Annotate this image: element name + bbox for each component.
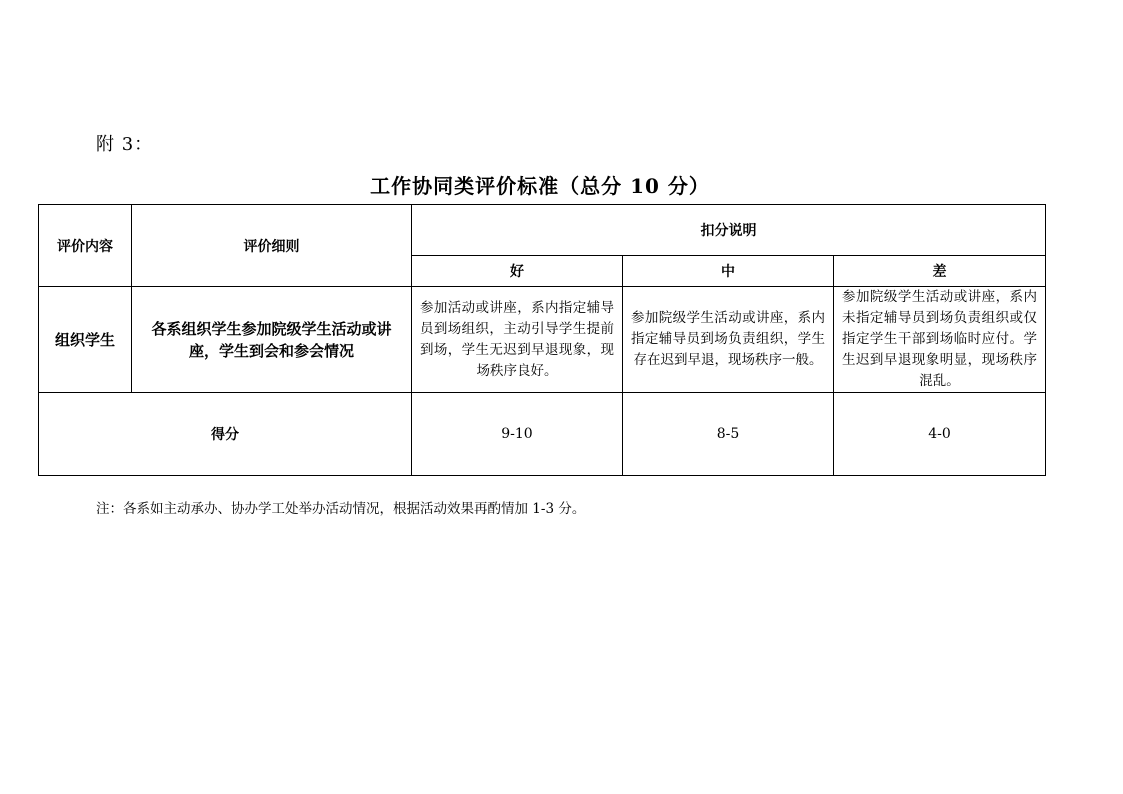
evaluation-table xyxy=(38,204,1046,476)
annex-label: 附 3： xyxy=(96,134,154,155)
header-content: 评价内容 xyxy=(39,205,132,287)
header-medium: 中 xyxy=(623,256,834,287)
row-poor-desc: 参加院级学生活动或讲座，系内未指定辅导员到场负责组织或仅指定学生干部到场临时应付。学生迟到早退现象明显，现场秩序混乱。 xyxy=(834,287,1046,393)
footnote: 注：各系如主动承办、协办学工处举办活动情况，根据活动效果再酌情加 1-3 分。 xyxy=(96,501,586,517)
row-medium-desc: 参加院级学生活动或讲座，系内指定辅导员到场负责组织，学生存在迟到早退，现场秩序一般。 xyxy=(623,287,834,393)
score-label: 得分 xyxy=(39,393,412,476)
header-detail: 评价细则 xyxy=(132,205,412,287)
row-content: 组织学生 xyxy=(39,287,132,393)
row-good-desc: 参加活动或讲座，系内指定辅导员到场组织，主动引导学生提前到场，学生无迟到早退现象，现场秩序良好。 xyxy=(412,287,623,393)
row-detail: 各系组织学生参加院级学生活动或讲座，学生到会和参会情况 xyxy=(132,287,412,393)
score-poor: 4-0 xyxy=(834,393,1046,476)
score-good: 9-10 xyxy=(412,393,623,476)
table-row xyxy=(39,287,1046,393)
page-title: 工作协同类评价标准（总分 10 分） xyxy=(370,174,710,198)
header-poor: 差 xyxy=(834,256,1046,287)
header-good: 好 xyxy=(412,256,623,287)
score-medium: 8-5 xyxy=(623,393,834,476)
score-row xyxy=(39,393,1046,476)
header-row-1 xyxy=(39,205,1046,256)
header-deduction: 扣分说明 xyxy=(412,205,1046,256)
